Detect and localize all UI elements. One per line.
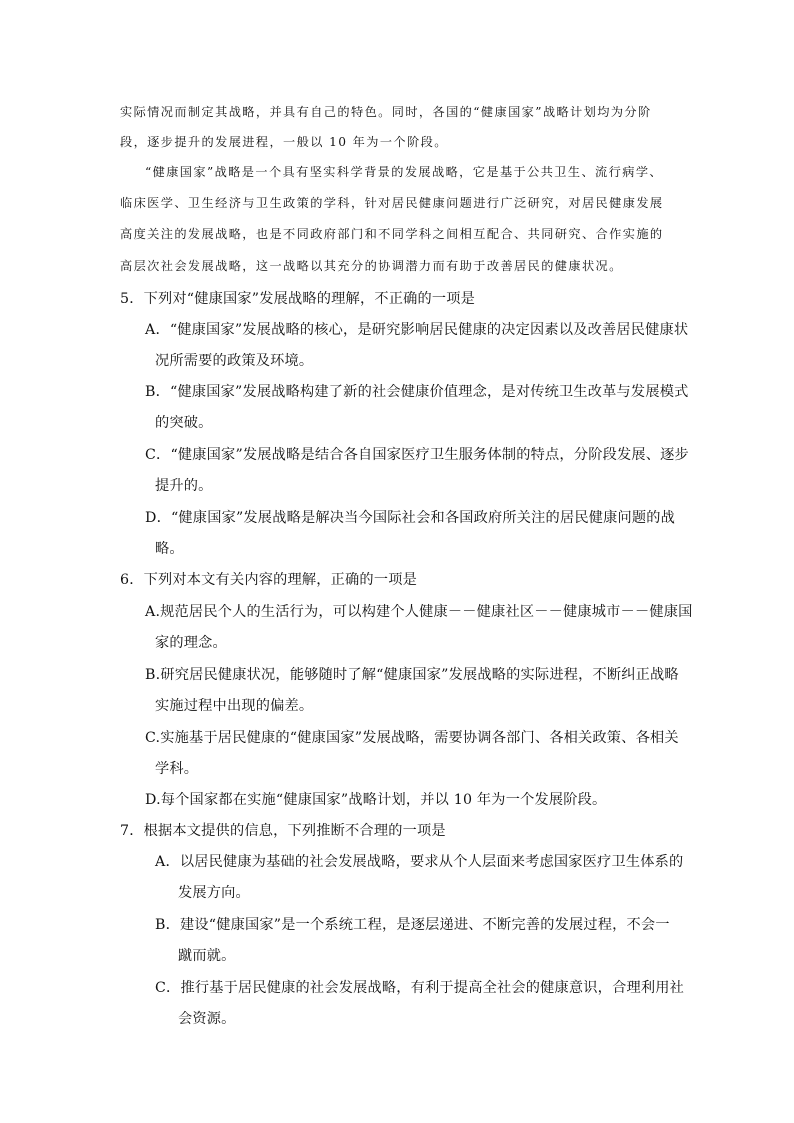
option-line: 会资源。 (178, 1011, 236, 1027)
option-line: 实施过程中出现的偏差。 (155, 698, 314, 714)
passage-line: 实际情况而制定其战略，并具有自己的特色。同时，各国的“健康国家”战略计划均为分阶 (120, 105, 652, 119)
option-line: A.规范居民个人的生活行为，可以构建个人健康－－健康社区－－健康城市－－健康国 (145, 604, 693, 620)
option-line: B．建设“健康国家”是一个系统工程，是逐层递进、不断完善的发展过程，不会一 (155, 917, 670, 933)
question-stem: 5．下列对“健康国家”发展战略的理解，不正确的一项是 (120, 291, 476, 307)
option-line: B.研究居民健康状况，能够随时了解“健康国家”发展战略的实际进程，不断纠正战略 (145, 667, 679, 683)
option-line: 略。 (155, 541, 184, 557)
passage-line: 高度关注的发展战略，也是不同政府部门和不同学科之间相互配合、共同研究、合作实施的 (120, 227, 664, 241)
option-line: 发展方向。 (178, 885, 250, 901)
option-line: 蹴而就。 (178, 948, 236, 964)
option-line: 学科。 (155, 761, 199, 777)
passage-line: 临床医学、卫生经济与卫生政策的学科，针对居民健康问题进行广泛研究，对居民健康发展 (120, 196, 664, 210)
option-line: A．以居民健康为基础的社会发展战略，要求从个人层面来考虑国家医疗卫生体系的 (155, 854, 684, 870)
passage-line: 高层次社会发展战略，这一战略以其充分的协调潜力而有助于改善居民的健康状况。 (120, 259, 623, 273)
option-line: 况所需要的政策及环境。 (155, 353, 314, 369)
option-line: C．推行基于居民健康的社会发展战略，有利于提高全社会的健康意识，合理利用社 (155, 980, 685, 996)
passage-line: 段，逐步提升的发展进程，一般以 10 年为一个阶段。 (120, 135, 448, 149)
option-line: 提升的。 (155, 478, 213, 494)
question-stem: 7．根据本文提供的信息，下列推断不合理的一项是 (120, 823, 446, 839)
option-line: D.每个国家都在实施“健康国家”战略计划，并以 10 年为一个发展阶段。 (145, 792, 607, 808)
option-line: A．“健康国家”发展战略的核心，是研究影响居民健康的决定因素以及改善居民健康状 (145, 322, 689, 338)
option-line: C．“健康国家”发展战略是结合各自国家医疗卫生服务体制的特点，分阶段发展、逐步 (145, 447, 689, 463)
option-line: 的突破。 (155, 415, 213, 431)
option-line: B．“健康国家”发展战略构建了新的社会健康价值理念，是对传统卫生改革与发展模式 (145, 384, 689, 400)
passage-line: “健康国家”战略是一个具有坚实科学背景的发展战略，它是基于公共卫生、流行病学、 (145, 165, 663, 179)
option-line: 家的理念。 (155, 635, 227, 651)
option-line: C.实施基于居民健康的“健康国家”发展战略，需要协调各部门、各相关政策、各相关 (145, 730, 679, 746)
question-stem: 6．下列对本文有关内容的理解，正确的一项是 (120, 572, 417, 588)
option-line: D．“健康国家”发展战略是解决当今国际社会和各国政府所关注的居民健康问题的战 (145, 510, 676, 526)
